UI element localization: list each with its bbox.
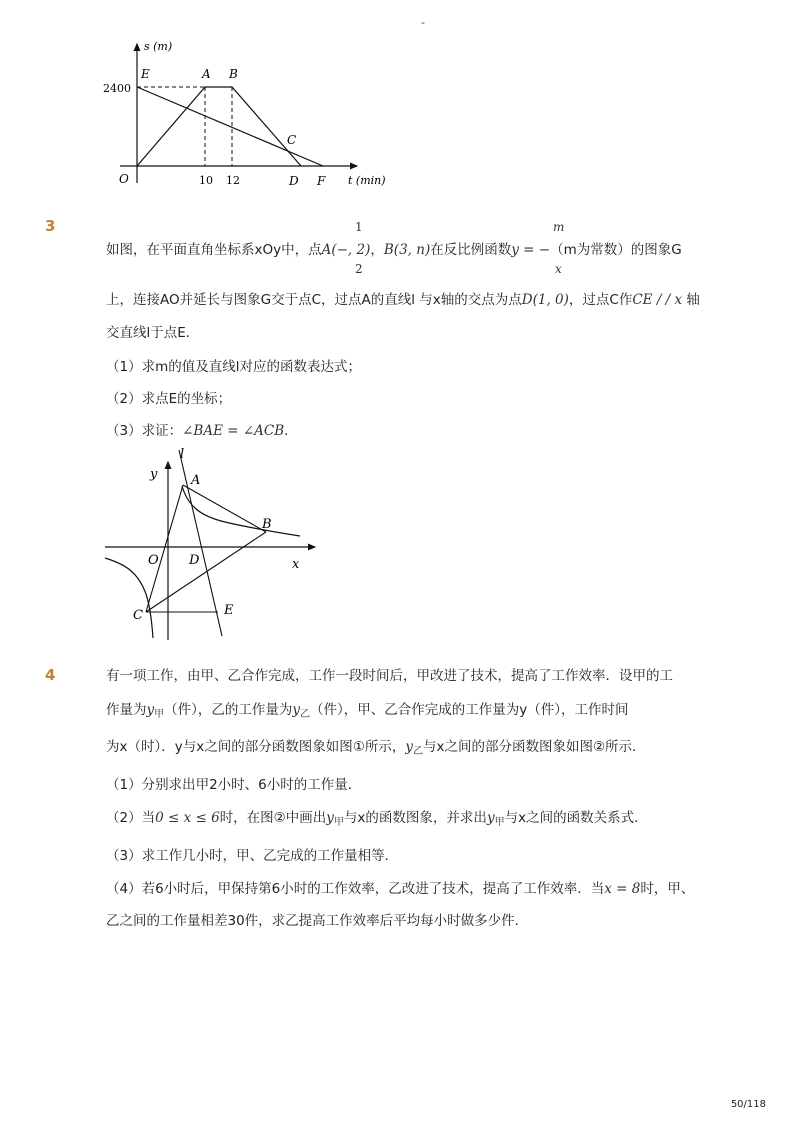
- hyperbola-branch-1: [182, 486, 300, 536]
- segment-O-A-B-D: [137, 87, 301, 166]
- q3-sub-1: （1）求m的值及直线l对应的函数表达式；: [106, 359, 361, 375]
- label-x: x: [292, 557, 300, 572]
- q4-line-2: [106, 700, 629, 725]
- q3-func-minus: −: [538, 242, 551, 258]
- distance-time-figure: [95, 38, 395, 193]
- page-number: 50/118: [730, 1099, 766, 1110]
- q3-line2-post: 轴: [682, 292, 700, 308]
- y-axis-label: s (m): [144, 40, 173, 53]
- segment-A-C: [146, 485, 183, 612]
- q4-sub-2: [106, 808, 648, 833]
- q3-func-eq: =: [518, 242, 539, 258]
- segment-E-F: [137, 87, 323, 166]
- x-tick-10: 10: [199, 174, 213, 187]
- page-top-mark: -: [421, 16, 425, 29]
- q4-sub-1: （1）分别求出甲2小时、6小时的工作量．: [106, 777, 362, 793]
- point-label-B: B: [229, 67, 238, 81]
- q4-sub4-b: 时，甲、: [640, 881, 695, 897]
- point-label-D: D: [289, 174, 299, 188]
- label-C: C: [133, 608, 143, 623]
- q3-line-2: [106, 290, 700, 310]
- q3-line-1: [106, 240, 682, 260]
- q4-line3-y: y: [405, 739, 413, 755]
- x-tick-12: 12: [226, 174, 240, 187]
- q4-line3-a: 为x（时）．y与x之间的部分函数图象如图①所示，: [106, 739, 406, 755]
- question-number-3: 3: [45, 217, 56, 235]
- q3-line1-sep: ，: [370, 242, 384, 258]
- q3-line-3: 交直线l于点E．: [106, 325, 200, 341]
- label-O: O: [148, 553, 159, 568]
- q3-CE-parallel: CE / / x: [632, 292, 683, 308]
- label-E: E: [224, 603, 234, 618]
- frac-A-numerator: 1: [355, 220, 363, 234]
- frac-A-denominator: 2: [355, 262, 363, 276]
- q4-sub2-b: 时，在图②中画出: [219, 810, 327, 826]
- q3-func-y: y: [511, 242, 519, 258]
- origin-label-O: O: [119, 172, 129, 186]
- q4-sub4-a: （4）若6小时后，甲保持第6小时的工作效率，乙改进了技术，提高了工作效率．当: [106, 881, 605, 897]
- label-D: D: [189, 553, 200, 568]
- point-label-A: A: [202, 67, 211, 81]
- q3-point-D: D(1, 0): [521, 292, 569, 308]
- point-label-E: E: [141, 67, 150, 81]
- q3-line2-pre: 上，连接AO并延长与图象G交于点C，过点A的直线l 与x轴的交点为点: [106, 292, 522, 308]
- q3-point-A: A(−, 2): [321, 242, 371, 258]
- q3-sub3-pre: （3）求证：: [106, 423, 183, 439]
- q3-sub3-math: ∠BAE = ∠ACB: [182, 423, 285, 439]
- q3-line1-pre: 如图，在平面直角坐标系xOy中，点: [106, 242, 322, 258]
- label-l: l: [180, 447, 185, 462]
- q4-sub2-y2: y: [486, 810, 495, 826]
- q4-sub4-math: x = 8: [604, 881, 641, 897]
- q4-sub-4-line-2: 乙之间的工作量相差30件，求乙提高工作效率后平均每小时做多少件．: [106, 913, 529, 929]
- q4-sub2-y-sub: 甲: [333, 817, 344, 828]
- q4-line-1: 有一项工作，由甲、乙合作完成，工作一段时间后，甲改进了技术，提高了工作效率．设甲的工: [106, 668, 673, 684]
- line-l: [179, 450, 222, 636]
- label-B: B: [262, 517, 272, 532]
- y-tick-2400: 2400: [103, 82, 131, 95]
- q4-y-jia: y: [146, 702, 155, 718]
- q4-line2-a: 作量为: [106, 702, 147, 718]
- q3-point-B: B(3, n): [383, 242, 431, 258]
- q4-line2-b: （件），乙的工作量为: [164, 702, 293, 718]
- q4-sub-3: （3）求工作几小时，甲、乙完成的工作量相等．: [106, 848, 399, 864]
- question-number-4: 4: [45, 666, 56, 684]
- q4-line-3: [106, 737, 646, 762]
- q3-sub-3: [106, 421, 298, 441]
- label-y: y: [150, 467, 158, 482]
- q3-line2-mid: ，过点C作: [568, 292, 633, 308]
- q4-y-jia-sub: 甲: [154, 709, 165, 720]
- q3-line1-mid: 在反比例函数: [430, 242, 512, 258]
- segment-B-C: [146, 532, 266, 612]
- q4-sub2-a: （2）当: [106, 810, 156, 826]
- label-A: A: [191, 473, 201, 488]
- q3-line1-post: （m为常数）的图象G: [550, 242, 682, 258]
- q4-sub2-y2-sub: 甲: [494, 817, 505, 828]
- q4-y-yi: y: [292, 702, 301, 718]
- q4-line3-b: 与x之间的部分函数图象如图②所示．: [422, 739, 646, 755]
- hyperbola-figure: [100, 444, 320, 644]
- point-label-C: C: [287, 133, 297, 147]
- q4-sub2-d: 与x之间的函数关系式．: [504, 810, 648, 826]
- q4-line2-c: （件），甲、乙合作完成的工作量为y（件），工作时间: [310, 702, 629, 718]
- q4-line3-y-sub: 乙: [412, 746, 423, 757]
- q3-sub3-post: ．: [284, 423, 298, 439]
- hyperbola-branch-2: [105, 558, 153, 638]
- frac-y-denominator: x: [555, 262, 562, 276]
- x-axis-label: t (min): [348, 174, 386, 187]
- q4-sub2-y: y: [326, 810, 334, 826]
- q4-y-yi-sub: 乙: [300, 709, 311, 720]
- q4-sub2-c: 与x的函数图象，并求出: [343, 810, 487, 826]
- point-label-F: F: [317, 174, 326, 188]
- q4-sub-4-line-1: [106, 879, 694, 899]
- q3-sub-2: （2）求点E的坐标；: [106, 391, 232, 407]
- q4-sub2-math: 0 ≤ x ≤ 6: [155, 810, 220, 826]
- frac-y-numerator: m: [553, 220, 565, 234]
